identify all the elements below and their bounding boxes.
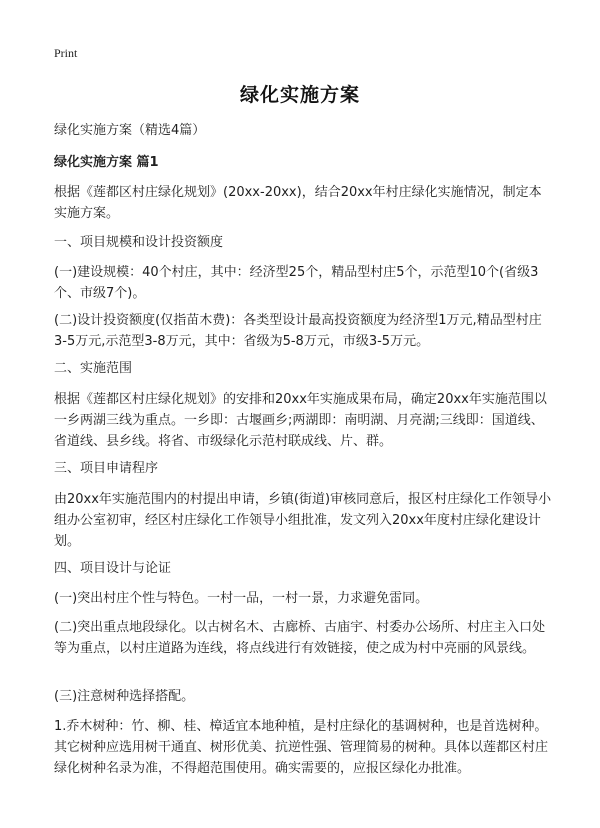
paragraph-design-1: (一)突出村庄个性与特色。一村一品，一村一景，力求避免雷同。 — [54, 591, 429, 606]
heading-procedure: 三、项目申请程序 — [54, 461, 159, 476]
paragraph-investment: (二)设计投资额度(仅指苗木费)：各类型设计最高投资额度为经济型1万元,精品型村庄3-5万元,示范型3-8万元，其中：省级为5-8万元，市级3-5万元。 — [54, 313, 542, 349]
heading-project-scale: 一、项目规模和设计投资额度 — [54, 235, 224, 250]
document-subtitle: 绿化实施方案（精选4篇） — [54, 123, 206, 138]
heading-design: 四、项目设计与论证 — [54, 561, 172, 576]
print-label: Print — [54, 46, 78, 60]
paragraph-scope: 根据《莲都区村庄绿化规划》的安排和20xx年实施成果布局，确定20xx年实施范围以一乡两湖三线为重点。一乡即：古堰画乡;两湖即：南明湖、月亮湖;三线即：国道线、省道线、县乡线。将省、市级绿化示范村联成线、片、群。 — [54, 392, 547, 449]
paragraph-design-2: (二)突出重点地段绿化。以古树名木、古廊桥、古庙宇、村委办公场所、村庄主入口处等为重点，以村庄道路为连线，将点线进行有效链接，使之成为村中亮丽的风景线。 — [54, 620, 546, 656]
paragraph-design-3: (三)注意树种选择搭配。 — [54, 689, 195, 704]
paragraph-procedure: 由20xx年实施范围内的村提出申请，乡镇(街道)审核同意后，报区村庄绿化工作领导小组办公室初审，经区村庄绿化工作领导小组批准，发文列入20xx年度村庄绿化建设计划。 — [54, 492, 552, 549]
paragraph-intro: 根据《莲都区村庄绿化规划》(20xx-20xx)，结合20xx年村庄绿化实施情况，制定本实施方案。 — [54, 185, 542, 221]
document-title: 绿化实施方案 — [239, 84, 360, 106]
section-title: 绿化实施方案 篇1 — [54, 155, 159, 170]
paragraph-design-3-item-1: 1.乔木树种：竹、柳、桂、樟适宜本地种植，是村庄绿化的基调树种，也是首选树种。其它树种应选用树干通直、树形优美、抗逆性强、管理简易的树种。具体以莲都区村庄绿化树种名录为准，不得超范围使用。确实需要的，应报区绿化办批准。 — [54, 719, 549, 776]
paragraph-scale: (一)建设规模：40个村庄，其中：经济型25个，精品型村庄5个，示范型10个(省级3个、市级7个)。 — [54, 265, 539, 301]
heading-scope: 二、实施范围 — [54, 361, 133, 376]
